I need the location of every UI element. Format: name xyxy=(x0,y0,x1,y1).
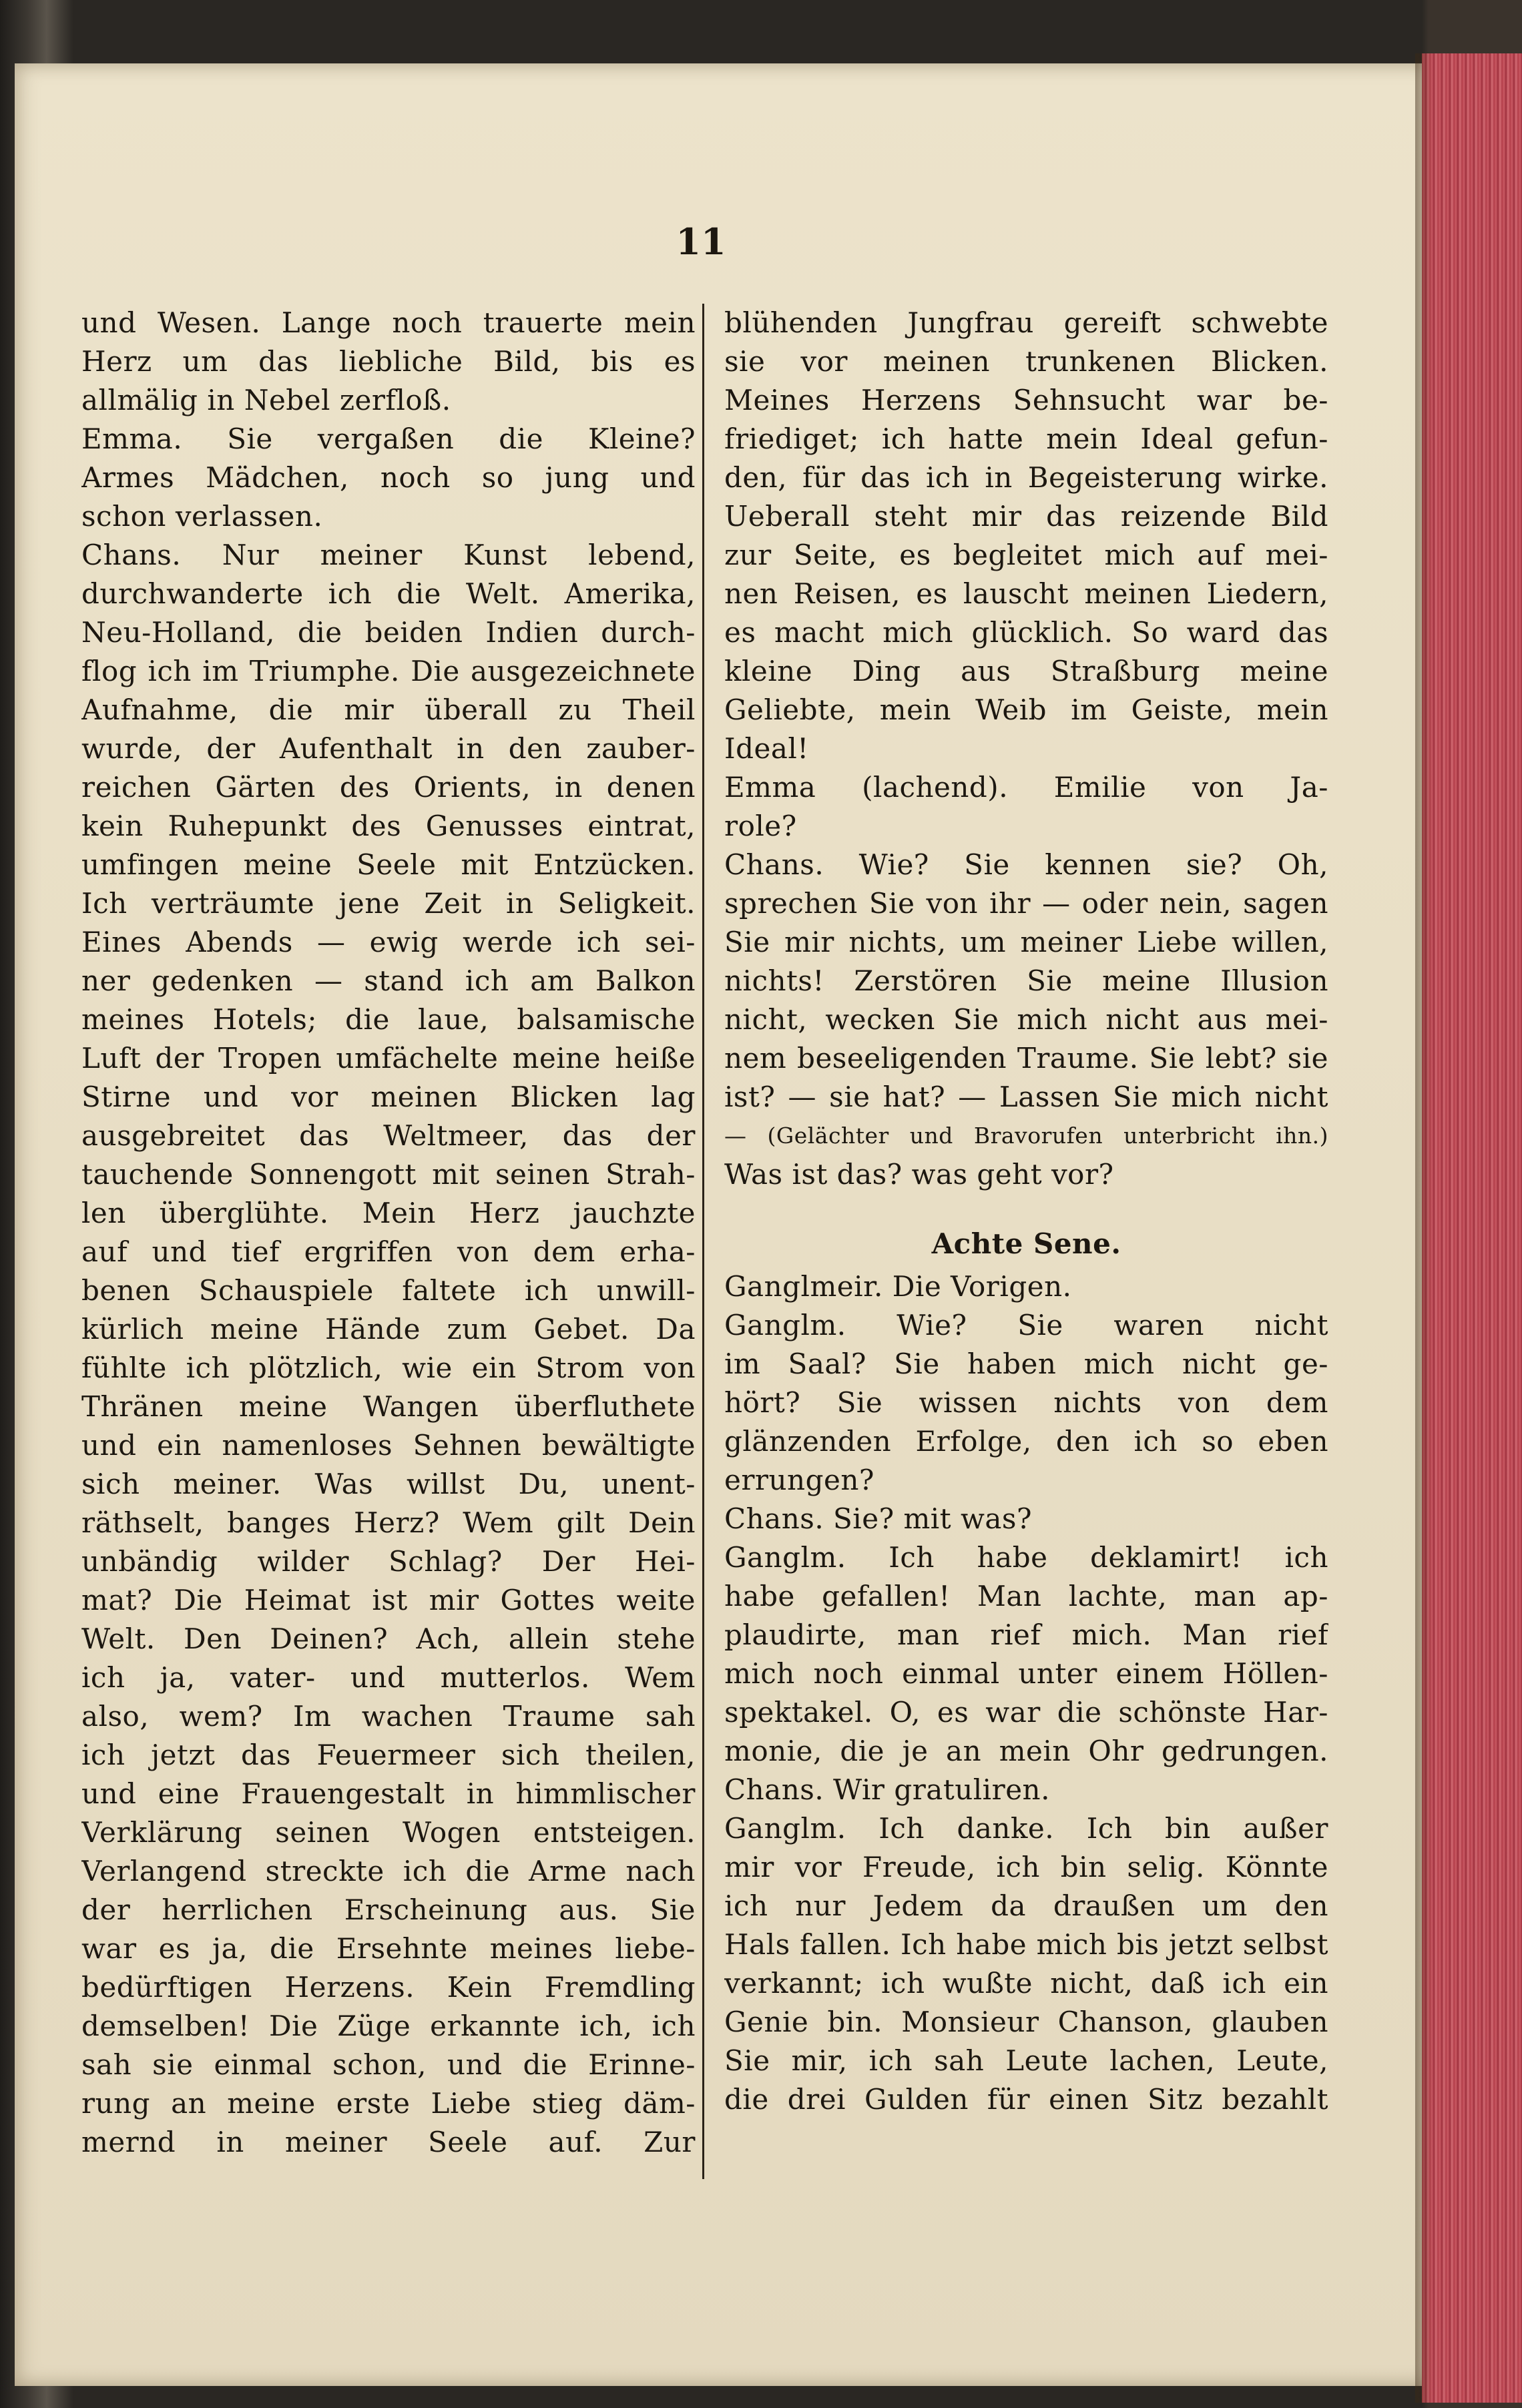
text-line: allmälig in Nebel zerfloß. xyxy=(81,384,451,416)
text-line: flog ich im Triumphe. Die ausgezeichnete xyxy=(81,655,696,687)
text-line: Ich verträumte jene Zeit in Seligkeit. xyxy=(81,887,696,920)
text-line: Genie bin. Monsieur Chanson, glauben xyxy=(724,2006,1328,2038)
text-line: die drei Gulden für einen Sitz bezahlt xyxy=(724,2083,1328,2116)
text-line: mat? Die Heimat ist mir Gottes weite xyxy=(81,1584,696,1616)
text-line: mir vor Freude, ich bin selig. Könnte xyxy=(724,1851,1328,1883)
text-line: schon verlassen. xyxy=(81,500,323,533)
text-line: also, wem? Im wachen Traume sah xyxy=(81,1700,696,1733)
text-line: demselben! Die Züge erkannte ich, ich xyxy=(81,2010,696,2042)
text-line: Chans. Wir gratuliren. xyxy=(724,1773,1050,1806)
text-line: kürlich meine Hände zum Gebet. Da xyxy=(81,1313,696,1345)
text-line: nichts! Zerstören Sie meine Illusion xyxy=(724,964,1328,997)
left-column xyxy=(81,304,696,2162)
text-line: Ideal! xyxy=(724,732,809,765)
text-line: mich noch einmal unter einem Höllen- xyxy=(724,1657,1328,1690)
stage-direction: — (Gelächter und Bravorufen unterbricht ihn.) xyxy=(724,1123,1328,1149)
text-line: Hals fallen. Ich habe mich bis jetzt selbst xyxy=(724,1928,1328,1961)
text-line: Neu-Holland, die beiden Indien durch- xyxy=(81,616,696,649)
text-line: sprechen Sie von ihr — oder nein, sagen xyxy=(724,887,1328,920)
text-line: Luft der Tropen umfächelte meine heiße xyxy=(81,1042,696,1075)
text-line: blühenden Jungfrau gereift schwebte xyxy=(724,306,1328,339)
column-divider xyxy=(702,304,704,2179)
text-line: der herrlichen Erscheinung aus. Sie xyxy=(81,1893,696,1926)
text-line: glänzenden Erfolge, den ich so eben xyxy=(724,1425,1328,1458)
text-line: reichen Gärten des Orients, in denen xyxy=(81,771,696,804)
text-line: kein Ruhepunkt des Genusses eintrat, xyxy=(81,810,696,842)
text-line: ich nur Jedem da draußen um den xyxy=(724,1889,1328,1922)
right-column xyxy=(724,304,1328,2119)
text-line: Herz um das liebliche Bild, bis es xyxy=(81,345,696,378)
text-line: Eines Abends — ewig werde ich sei- xyxy=(81,926,696,958)
text-line: bedürftigen Herzens. Kein Fremdling xyxy=(81,1971,696,2004)
text-line: ist? — sie hat? — Lassen Sie mich nicht xyxy=(724,1081,1328,1113)
text-line: es macht mich glücklich. So ward das xyxy=(724,616,1328,649)
text-line: Stirne und vor meinen Blicken lag xyxy=(81,1081,696,1113)
text-line: sich meiner. Was willst Du, unent- xyxy=(81,1468,696,1500)
scene-heading: Achte Sene. xyxy=(931,1227,1121,1260)
text-line: ausgebreitet das Weltmeer, das der xyxy=(81,1119,696,1152)
text-line: Ganglm. Wie? Sie waren nicht xyxy=(724,1309,1328,1341)
text-line: ich ja, vater- und mutterlos. Wem xyxy=(81,1661,696,1694)
text-line: Aufnahme, die mir überall zu Theil xyxy=(81,693,696,726)
text-line: Ganglm. Ich habe deklamirt! ich xyxy=(724,1541,1328,1574)
text-line: Meines Herzens Sehnsucht war be- xyxy=(724,384,1328,416)
text-line: zur Seite, es begleitet mich auf mei- xyxy=(724,539,1328,571)
text-line: auf und tief ergriffen von dem erha- xyxy=(81,1235,696,1268)
text-line: im Saal? Sie haben mich nicht ge- xyxy=(724,1347,1328,1380)
text-line: mernd in meiner Seele auf. Zur xyxy=(81,2126,696,2158)
text-line: meines Hotels; die laue, balsamische xyxy=(81,1003,696,1036)
text-line: habe gefallen! Man lachte, man ap- xyxy=(724,1580,1328,1612)
text-line: ner gedenken — stand ich am Balkon xyxy=(81,964,696,997)
text-line: nem beseeligenden Traume. Sie lebt? sie xyxy=(724,1042,1328,1075)
text-line: Chans. Wie? Sie kennen sie? Oh, xyxy=(724,848,1328,881)
text-line: hört? Sie wissen nichts von dem xyxy=(724,1386,1328,1419)
text-line: Welt. Den Deinen? Ach, allein stehe xyxy=(81,1622,696,1655)
text-line: Was ist das? was geht vor? xyxy=(724,1158,1114,1191)
text-line: Chans. Sie? mit was? xyxy=(724,1502,1033,1535)
text-line: Geliebte, mein Weib im Geiste, mein xyxy=(724,693,1328,726)
text-line: Emma (lachend). Emilie von Ja- xyxy=(724,771,1328,804)
text-line: räthselt, banges Herz? Wem gilt Dein xyxy=(81,1506,696,1539)
text-line: und eine Frauengestalt in himmlischer xyxy=(81,1777,696,1810)
text-line: verkannt; ich wußte nicht, daß ich ein xyxy=(724,1967,1328,2000)
scene-characters: Ganglmeir. Die Vorigen. xyxy=(724,1270,1072,1303)
text-line: benen Schauspiele faltete ich unwill- xyxy=(81,1274,696,1307)
page-number: 11 xyxy=(676,220,726,263)
text-line: tauchende Sonnengott mit seinen Strah- xyxy=(81,1158,696,1191)
text-line: Ganglm. Ich danke. Ich bin außer xyxy=(724,1812,1328,1845)
text-line: nicht, wecken Sie mich nicht aus mei- xyxy=(724,1003,1328,1036)
text-line: Thränen meine Wangen überfluthete xyxy=(81,1390,696,1423)
text-line: plaudirte, man rief mich. Man rief xyxy=(724,1618,1328,1651)
text-line: fühlte ich plötzlich, wie ein Strom von xyxy=(81,1351,696,1384)
text-line: spektakel. O, es war die schönste Har- xyxy=(724,1696,1328,1729)
text-line: den, für das ich in Begeisterung wirke. xyxy=(724,461,1328,494)
text-line: monie, die je an mein Ohr gedrungen. xyxy=(724,1735,1328,1767)
text-line: Verklärung seinen Wogen entsteigen. xyxy=(81,1816,696,1849)
text-line: und ein namenloses Sehnen bewältigte xyxy=(81,1429,696,1462)
text-line: durchwanderte ich die Welt. Amerika, xyxy=(81,577,696,610)
text-line: und Wesen. Lange noch trauerte mein xyxy=(81,306,696,339)
text-line: sah sie einmal schon, und die Erinne- xyxy=(81,2048,696,2081)
text-line: Sie mir nichts, um meiner Liebe willen, xyxy=(724,926,1328,958)
text-line: friediget; ich hatte mein Ideal gefun- xyxy=(724,422,1328,455)
text-line: Armes Mädchen, noch so jung und xyxy=(81,461,696,494)
text-line: Sie mir, ich sah Leute lachen, Leute, xyxy=(724,2044,1328,2077)
page-edge-red xyxy=(1422,53,1522,2403)
text-line: sie vor meinen trunkenen Blicken. xyxy=(724,345,1328,378)
text-line: wurde, der Aufenthalt in den zauber- xyxy=(81,732,696,765)
page-edge-shadow xyxy=(1415,53,1433,2403)
text-line: Chans. Nur meiner Kunst lebend, xyxy=(81,539,696,571)
text-line: war es ja, die Ersehnte meines liebe- xyxy=(81,1932,696,1965)
text-line: len überglühte. Mein Herz jauchzte xyxy=(81,1197,696,1229)
text-line: errungen? xyxy=(724,1464,874,1496)
text-line: umfingen meine Seele mit Entzücken. xyxy=(81,848,696,881)
text-line: nen Reisen, es lauscht meinen Liedern, xyxy=(724,577,1328,610)
text-line: ich jetzt das Feuermeer sich theilen, xyxy=(81,1739,696,1771)
text-line: Ueberall steht mir das reizende Bild xyxy=(724,500,1328,533)
text-line: Verlangend streckte ich die Arme nach xyxy=(81,1855,696,1887)
text-line: role? xyxy=(724,810,797,842)
text-line: rung an meine erste Liebe stieg däm- xyxy=(81,2087,696,2120)
text-line: kleine Ding aus Straßburg meine xyxy=(724,655,1328,687)
text-line: Emma. Sie vergaßen die Kleine? xyxy=(81,422,696,455)
text-line: unbändig wilder Schlag? Der Hei- xyxy=(81,1545,696,1578)
